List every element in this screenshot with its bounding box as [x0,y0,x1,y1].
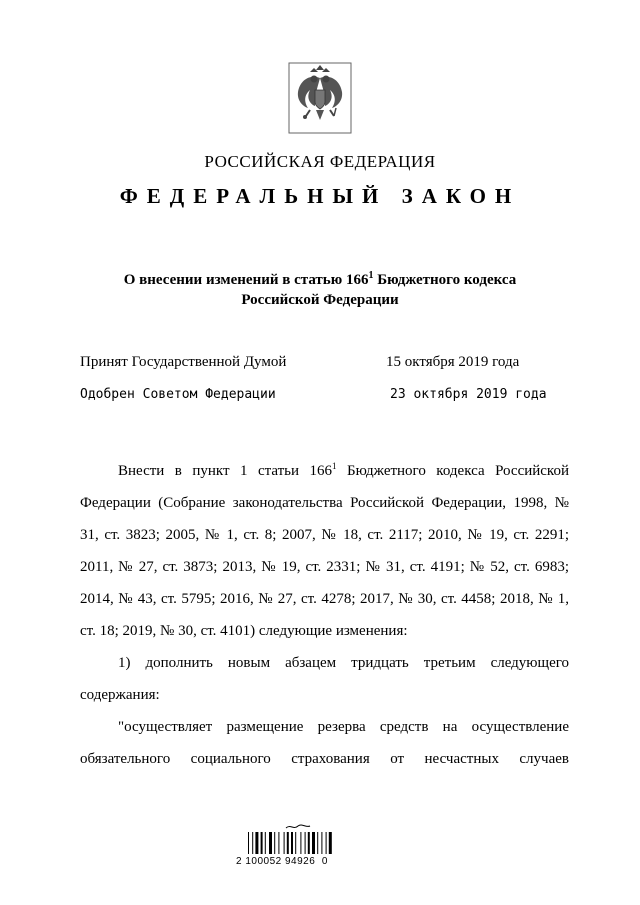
law-title-suffix: Бюджетного кодекса [373,272,517,288]
body-paragraph-2: 1) дополнить новым абзацем тридцать третьим следующего содержания: [80,655,569,703]
barcode-number: 2 100052 94926 0 [236,856,328,867]
russian-coat-of-arms-icon [288,62,352,134]
body-p1-rest: Бюджетного кодекса Российской Федерации (Собрание законодательства Российской Федерации, 1998, № 31, ст. 3823; 2005, № 1, ст. 8; 2007, № 18, ст. 2117; 2010, № 19, ст. 2291; 2011, № 27, ст. 3873; 2013, № 19, ст. 2331; № 31, ст. 4191; № 52, ст. 6983; 2014, № 43, ст. 5795; 2016, № 27, ст. 4278; 2017, № 30, ст. 4458; 2018, № 1, ст. 18; 2019, № 30, ст. 4101) следующие изменения: [80,463,569,639]
article-superscript: 1 [368,270,374,281]
law-title [60,266,580,310]
law-title-prefix: О внесении изменений в статью 166 [123,272,369,288]
body-paragraph-1 [80,455,569,647]
law-body [80,455,569,775]
body-p1-prefix: Внести в пункт 1 статьи 166 [118,463,332,479]
approval-date: 23 октября 2019 года [390,387,547,402]
barcode-icon [246,822,352,858]
adoption-label: Принят Государственной Думой [80,354,287,370]
law-title-line2: Российской Федерации [241,292,399,308]
body-paragraph-3: "осуществляет размещение резерва средств на осуществление обязательного социального страхования от несчастных случаев [80,719,569,767]
adoption-date: 15 октября 2019 года [386,354,520,370]
approval-label: Одобрен Советом Федерации [80,387,276,402]
body-p1-superscript: 1 [332,461,337,471]
country-name: РОССИЙСКАЯ ФЕДЕРАЦИЯ [204,152,436,171]
document-type: ФЕДЕРАЛЬНЫЙ ЗАКОН [119,184,521,208]
